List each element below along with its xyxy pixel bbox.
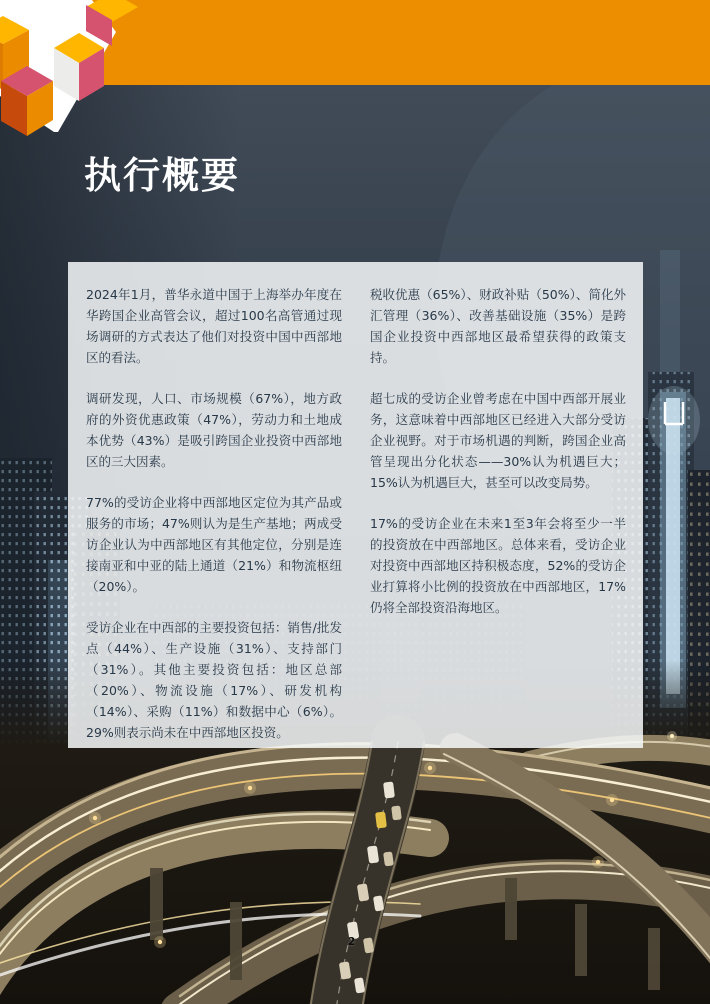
page-number: 2	[348, 936, 356, 948]
brand-logo-icon	[0, 0, 150, 142]
page-title: 执行概要	[84, 154, 240, 197]
paragraph-intro: 2024年1月，普华永道中国于上海举办年度在华跨国企业高管会议，超过100名高管通过现场调研的方式表达了他们对投资中国中西部地区的看法。	[86, 287, 342, 365]
paragraph-future-investment: 17%的受访企业在未来1至3年会将至少一半的投资放在中西部地区。总体来看，受访企业对投资中西部地区持积极态度，52%的受访企业打算将小比例的投资放在中西部地区，17%仍将全部投资沿海地区。	[370, 516, 626, 615]
paragraph-market-opportunity: 超七成的受访企业曾考虑在中国中西部开展业务，这意味着中西部地区已经进入大部分受访企业视野。对于市场机遇的判断，跨国企业高管呈现出分化状态——30%认为机遇巨大；15%认为机遇巨大，甚至可以改变局势。	[370, 391, 626, 490]
paragraph-positioning: 77%的受访企业将中西部地区定位为其产品或服务的市场；47%则认为是生产基地；两成受访企业认为中西部地区有其他定位，分别是连接南亚和中亚的陆上通道（21%）和物流枢纽（20%）。	[86, 495, 342, 594]
paragraph-factors: 调研发现，人口、市场规模（67%），地方政府的外资优惠政策（47%），劳动力和土地成本优势（43%）是吸引跨国企业投资中西部地区的三大因素。	[86, 391, 342, 469]
summary-card	[68, 262, 643, 748]
summary-right-column	[370, 284, 626, 730]
paragraph-policy-support: 税收优惠（65%）、财政补贴（50%）、简化外汇管理（36%）、改善基础设施（35%）是跨国企业投资中西部地区最希望获得的政策支持。	[370, 287, 626, 365]
summary-left-column	[86, 284, 342, 740]
paragraph-investments: 受访企业在中西部的主要投资包括：销售/批发点（44%）、生产设施（31%）、支持部门（31%）。其他主要投资包括：地区总部（20%）、物流设施（17%）、研发机构（14%）、采购（11%）和数据中心（6%）。29%则表示尚未在中西部地区投资。	[86, 620, 342, 740]
